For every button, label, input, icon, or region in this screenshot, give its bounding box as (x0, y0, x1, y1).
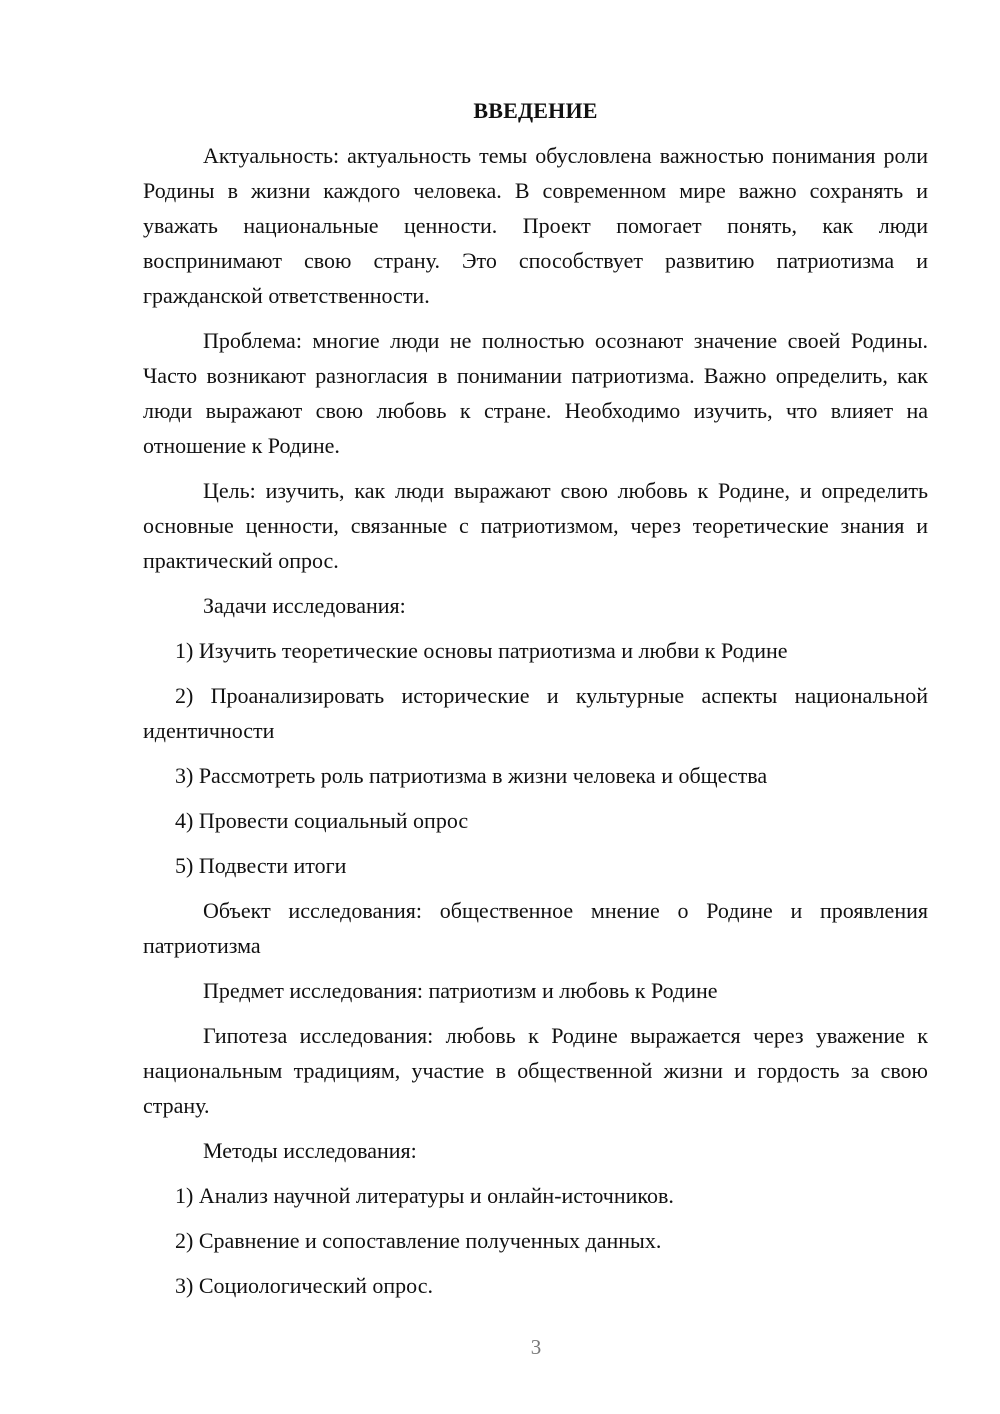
task-item: 4) Провести социальный опрос (175, 808, 469, 833)
methods-title: Методы исследования: (203, 1138, 417, 1163)
goal-paragraph: Цель: изучить, как люди выражают свою любовь к Родине, и определить основные ценности, связанные с патриотизмом, через теоретические знания и практический опрос. (143, 478, 928, 573)
object-paragraph: Объект исследования: общественное мнение о Родине и проявления патриотизма (143, 898, 928, 958)
method-item: 3) Социологический опрос. (175, 1273, 433, 1298)
task-item: 3) Рассмотреть роль патриотизма в жизни человека и общества (175, 763, 768, 788)
method-item: 1) Анализ научной литературы и онлайн-источников. (175, 1183, 674, 1208)
task-item: 5) Подвести итоги (175, 853, 347, 878)
task-item: 2) Проанализировать исторические и культурные аспекты национальной идентичности (143, 683, 928, 743)
problem-paragraph: Проблема: многие люди не полностью осознают значение своей Родины. Часто возникают разногласия в понимании патриотизма. Важно определить, как люди выражают свою любовь к стране. Необходимо изучить, что влияет на отношение к Родине. (143, 328, 928, 458)
method-item: 2) Сравнение и сопоставление полученных данных. (175, 1228, 662, 1253)
tasks-title: Задачи исследования: (203, 593, 406, 618)
subject-paragraph: Предмет исследования: патриотизм и любовь к Родине (203, 978, 718, 1003)
document-body (143, 96, 928, 1313)
hypothesis-paragraph: Гипотеза исследования: любовь к Родине выражается через уважение к национальным традициям, участие в общественной жизни и гордость за свою страну. (143, 1023, 928, 1118)
page-number: 3 (530, 1335, 542, 1359)
task-item: 1) Изучить теоретические основы патриотизма и любви к Родине (175, 638, 788, 663)
relevance-paragraph: Актуальность: актуальность темы обусловлена важностью понимания роли Родины в жизни каждого человека. В современном мире важно сохранять и уважать национальные ценности. Проект помогает понять, как люди воспринимают свою страну. Это способствует развитию патриотизма и гражданской ответственности. (143, 143, 928, 308)
section-heading: ВВЕДЕНИЕ (473, 98, 598, 123)
